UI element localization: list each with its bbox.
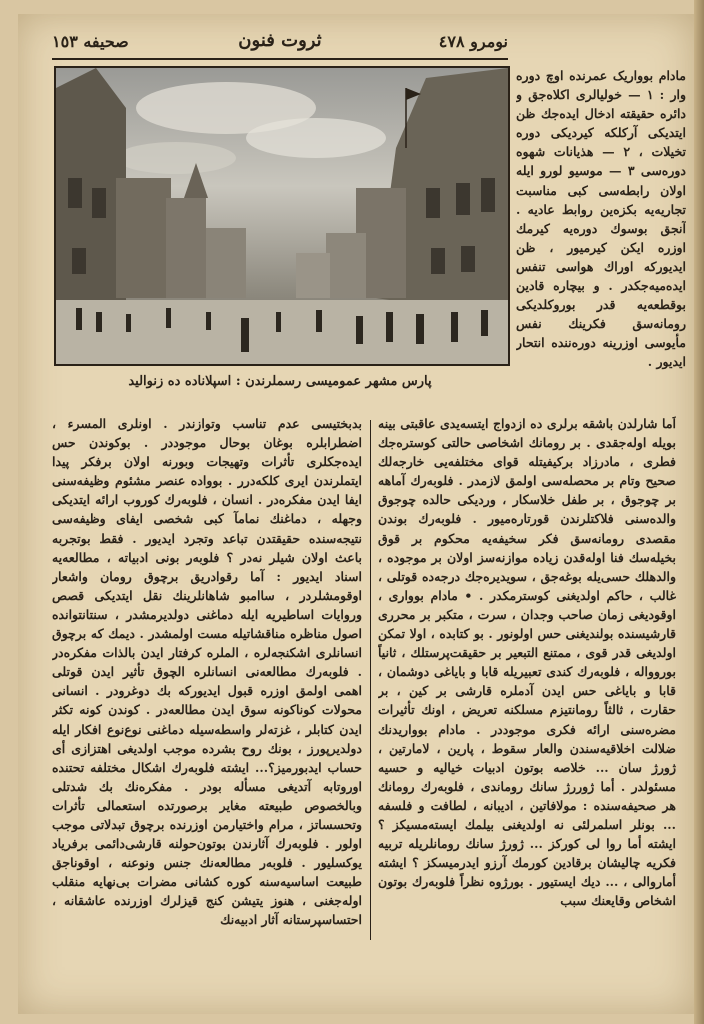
paragraph: اَما شارلدن باشقه برلری ده ازدواج ایتسه‌یدی عاقبتی بینه بویله اوله‌جقدی . بر رومانك اشخاصی حالتی کوستره‌جك فطری ، مادرزاد برکیفیتله قوای مختلفه‌یی خارجه‌لك صحیح وتام بر محصله‌سی اولمق لازمدر . فلوبه‌رك آماهه بر چوجوق ، بر طفل خلاسکار ، وردیکی حالده چوجوق والده‌سنی فلاکتلرندن قورتاره‌میور . فلوبه‌رك بوندن مقصدی رومانه‌سق فکر سخیفه‌یه محکوم بر قوق بخیله‌سك فنا اوله‌قدن زیاده موازنه‌سز اولان بر موجوده ، والدهلك حسی‌یله بوغه‌جق ، سویدیره‌جك درجه‌ده قوتلی ، غالب ، حاکم اولدیغنی کوسترمکدر . • مادام بوواری ، اوقودیغی زمان صاحب وجدان ، سرت ، متکبر بر محرری قارشیسنده بولندیغنی حس اولونور . بو کتابده ، اولا تمکن اولدیغی قدر قوی ، ممتنع التبعیر بر حقیقت‌پرستلك ، ثانیاً بوروواله ، فلوبه‌رك کندی تعبیریله قابا و بایاغی دوشمان ، قابا و بایاغی حس ایدن آدملره قارشی بر کین ، بر حقارت ، ثالثاً رومانتیزم مسلکنه تعریض ، اونك تأثیرات مضره‌سنی ارائه فکری موجوددر . مادام بوواریدنك ضلالت اخلاقیه‌سندن والعار سقوط ، پارین ، لامارتین ، ژورژ سان ... خلاصه بوتون ادبیات خیالیه و حسیه مسئولدر . أما ژوررژ سانك روماندی ، فلوبه‌رك رومانك هر صحیفه‌سنده : مولافاتین ، ادیبانه ، لطافت و فلسفه ... بونلر اسلمرلئی نه اولدیغنی بیلمك ایسته‌مسیکز ؟ ایشته أما روا لی کورکز ... ژورژ سانك رومانلریله تربیه فکریه چالیشان برقادین کورمك آرزو ایدرمیسکز ؟ ایشته أماروالی ، ... دیك ایستیور . بورژوه نظراً فلوبه‌رك بوتون اشخاص وقایعنك سبب	[378, 416, 676, 909]
street-scene-illustration	[56, 68, 508, 364]
binding-edge	[694, 0, 704, 1024]
text-column-right	[378, 414, 676, 954]
journal-title: ثروت فنون	[238, 30, 322, 51]
issue-number: نومرو ٤٧٨	[438, 32, 508, 51]
page-header	[52, 30, 508, 60]
illustration-photo	[54, 66, 510, 366]
paragraph: مادام بوواریک عمرنده اوچ دوره وار : ١ — خولیالری اکلاه‌جق و دائره حقیقته ادخال ایده‌جك ظن ایتدیکی آرکلکه کیردیکی دوره تخیلات ، ٢ — هذیانات شهوه دوره‌سی ٣ — موسیو لورو ایله اولان رابطه‌سی کبی مناسبت تجاریه‌یه بکزه‌ین روابط عادیه . آنجق بوسوك دوره‌یه کیرمك اوزره ایکن کیرمیور ، ظن ایدیورکه اوراك هواسی تنفس ایده‌میه‌جکدر . و بیچاره قادین بوقطعه‌یه قدر بوروکلدیکی رومانه‌سق فکرینك نفس مأیوسی اوزرینه دوره‌ننده انتحار ایدیور .	[516, 68, 686, 370]
text-column-top-right	[516, 66, 686, 414]
photo-caption: پارس مشهر عمومیسی رسملرندن : اسپلاناده ده زنوالید	[128, 374, 432, 389]
page-number: صحيفه ١٥٣	[52, 32, 129, 51]
column-divider	[370, 420, 371, 940]
text-column-left	[52, 414, 362, 954]
paragraph: بدبختیسی عدم تناسب وتوازندر . اونلری المسرء ، اضطرابلره بوغان بوحال موجوددر . بوکوندن حس ایده‌جکلری تأثرات وتهیجات وبورنه اولان برفکر پیدا ایتملرندن ایری کلکه‌درر . بوواده عنصر مشئوم وظیفه‌سنی ایفا ایدن مفکره‌در . انسان ، فلوبه‌رك كوروب ارائه ایتدیکی وجهله ، دماغنك نمامآ کبی شخصی ایفای وظیفه‌سی نتیجه‌سنده حقیقتدن تباعد وتجرد ایدیور . فقط بوتجربه باعث اولان شیلر نه‌در ؟ فلوبه‌ر بونی ادبیاته ، مطالعه‌یه اسناد ایدیور : آما رقوادریق برچوق رومان واشعار اوقومشلردر ، ساامبو شاهانلرینك نقل ایتدیکی قصص وروایات اساطیریه ایله دماغنی دولدیرمشدر ، سنتانتوانده اصول مناظره مناقشاتیله مست اولمشدر . دیمك که برچوق انسانلری اشکنجه‌لره ، الملره کرفتار ایدن بالذات مفکره‌در . فلوبه‌رك مطالعه‌نی انسانلره الچوق تأثیر ایدن قوتلی اهمی اولمق اوزره قبول ایدیورکه بك دوغرودر . انسانی محولات کوناکونه سوق ایدن مطالعه‌در . کوندن کونه تکثر ایدن کتابلر ، غزته‌لر واسطه‌سیله دماغنی نوع‌نوع افکار ایله دولدیرپورز ، بونك روح بشرده موجب اولدیغی اهتزازی أی حساب ایدبورمیز؟... ایشته فلوبه‌رك اشکال مختلفه تحتنده اوروتابه آتدیغی مسأله بودر . مفکره‌نك بك شدتلی وبالخصوص طبیعته مغایر برصورتده استعمالی تأثرات وتحسساتز ، مرام واختیارمن اوزرنده برچوق تبدلاتی موجب اولور . فلوبه‌رك آثارندن بوتون‌حولنه قارشی‌دائمی برفریاد یوکسلیور . فلوبه‌ر مطالعه‌نك جنس ونوعنه ، اوقوناجق طبیعت اساسیه‌سنه کوره کشانی مضرات بی‌نهایه منقلب اوله‌جغنی ، هنوز یتیشن کنج قیزلرك اوزرنده عاشقانه ، احتساسپرستانه آثار ادبیه‌نك	[52, 416, 362, 928]
